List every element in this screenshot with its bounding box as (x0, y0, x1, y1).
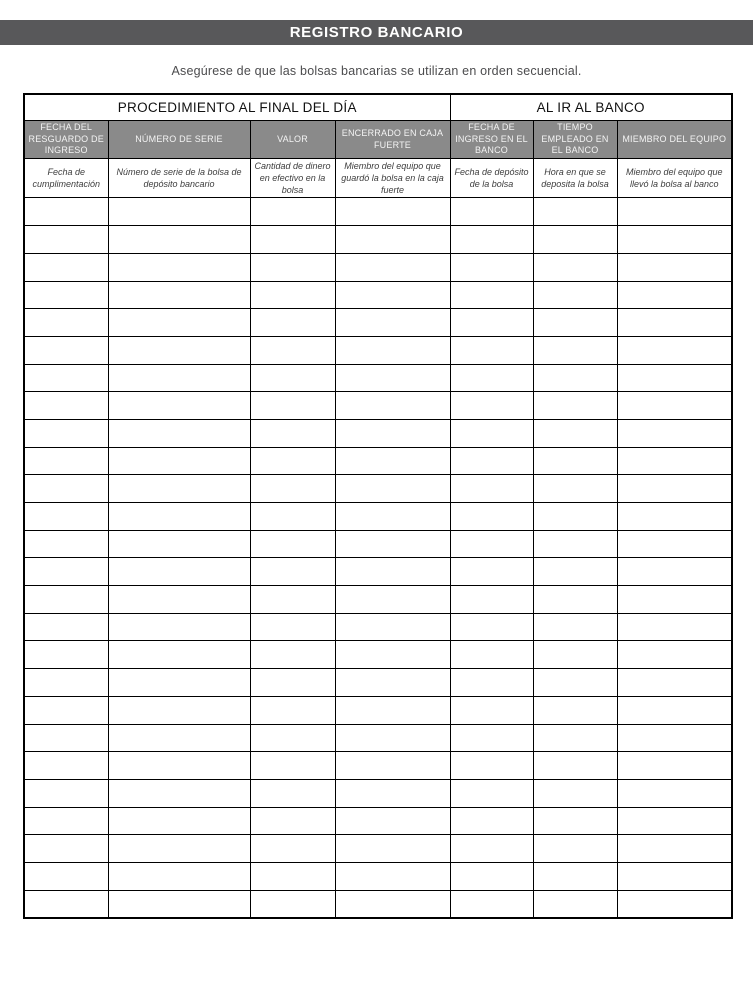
table-row (24, 807, 732, 835)
entry-cell (450, 641, 533, 669)
table-row (24, 641, 732, 669)
entry-cell (108, 586, 250, 614)
entry-cell (533, 724, 617, 752)
entry-cell (250, 309, 335, 337)
entry-cell (617, 862, 732, 890)
entry-cell (335, 447, 450, 475)
entry-cell (533, 503, 617, 531)
entry-cell (108, 862, 250, 890)
column-description-valor: Cantidad de dinero en efectivo en la bolsa (250, 159, 335, 198)
entry-cell (108, 475, 250, 503)
entry-cell (108, 226, 250, 254)
entry-cell (250, 752, 335, 780)
entry-cell (533, 669, 617, 697)
entry-cell (108, 503, 250, 531)
entry-cell (335, 364, 450, 392)
column-description-encerrado-caja: Miembro del equipo que guardó la bolsa en la caja fuerte (335, 159, 450, 198)
entry-cell (250, 779, 335, 807)
entry-cell (617, 447, 732, 475)
entry-cell (450, 364, 533, 392)
entry-cell (450, 890, 533, 918)
column-description-tiempo-banco: Hora en que se deposita la bolsa (533, 159, 617, 198)
column-header-row (24, 121, 732, 159)
column-description-fecha-ingreso-banco: Fecha de depósito de la bolsa (450, 159, 533, 198)
entry-cell (24, 696, 108, 724)
entry-cell (250, 807, 335, 835)
entry-cell (24, 392, 108, 420)
entry-cell (24, 779, 108, 807)
entry-cell (335, 641, 450, 669)
entry-cell (250, 696, 335, 724)
entry-cell (335, 503, 450, 531)
table-row (24, 281, 732, 309)
entry-cell (250, 586, 335, 614)
entry-cell (108, 392, 250, 420)
table-row (24, 475, 732, 503)
entry-cell (533, 419, 617, 447)
bank-register-table (23, 93, 733, 919)
entry-cell (250, 862, 335, 890)
entry-cell (108, 669, 250, 697)
entry-cell (335, 558, 450, 586)
entry-cell (24, 530, 108, 558)
table-row (24, 447, 732, 475)
entry-cell (24, 226, 108, 254)
entry-cell (335, 226, 450, 254)
entry-cell (617, 364, 732, 392)
entry-cell (450, 226, 533, 254)
entry-cell (108, 336, 250, 364)
table-row (24, 586, 732, 614)
entry-cell (24, 336, 108, 364)
entry-cell (335, 779, 450, 807)
entry-cell (533, 558, 617, 586)
group-header-going-to-bank: AL IR AL BANCO (450, 94, 732, 121)
entry-cell (24, 862, 108, 890)
entry-cell (617, 586, 732, 614)
entry-cell (450, 696, 533, 724)
entry-cell (24, 586, 108, 614)
table-row (24, 503, 732, 531)
column-header-tiempo-banco: TIEMPO EMPLEADO EN EL BANCO (533, 121, 617, 159)
entry-cell (450, 586, 533, 614)
entry-cell (24, 309, 108, 337)
table-container (23, 93, 731, 919)
entry-cell (533, 226, 617, 254)
entry-cell (450, 558, 533, 586)
entry-cell (617, 641, 732, 669)
entry-cell (335, 419, 450, 447)
entry-cell (335, 890, 450, 918)
group-header-end-of-day: PROCEDIMIENTO AL FINAL DEL DÍA (24, 94, 450, 121)
entry-cell (335, 281, 450, 309)
entry-cell (617, 253, 732, 281)
entry-cell (250, 613, 335, 641)
entry-cell (617, 890, 732, 918)
entry-cell (24, 253, 108, 281)
entry-cell (450, 281, 533, 309)
entry-cell (24, 558, 108, 586)
entry-cell (450, 752, 533, 780)
entry-cell (533, 862, 617, 890)
entry-cell (250, 475, 335, 503)
entry-cell (335, 586, 450, 614)
entry-cell (250, 419, 335, 447)
group-header-row (24, 94, 732, 121)
entry-cell (450, 835, 533, 863)
entry-cell (108, 779, 250, 807)
entry-cell (335, 835, 450, 863)
table-row (24, 336, 732, 364)
entry-cell (450, 807, 533, 835)
entry-cell (617, 669, 732, 697)
entry-cell (250, 253, 335, 281)
entry-cell (250, 530, 335, 558)
table-row (24, 862, 732, 890)
table-row (24, 779, 732, 807)
entry-cell (24, 724, 108, 752)
entry-cell (250, 226, 335, 254)
entry-cell (617, 281, 732, 309)
entry-cell (108, 835, 250, 863)
entry-cell (108, 558, 250, 586)
entry-cell (335, 696, 450, 724)
table-row (24, 419, 732, 447)
page-title: REGISTRO BANCARIO (289, 24, 464, 41)
entry-cell (250, 281, 335, 309)
entry-cell (533, 475, 617, 503)
entry-cell (617, 226, 732, 254)
entry-cell (24, 447, 108, 475)
entry-cell (533, 447, 617, 475)
entry-cell (24, 364, 108, 392)
entry-cell (335, 669, 450, 697)
entry-cell (335, 752, 450, 780)
entry-cell (533, 364, 617, 392)
entry-cell (108, 752, 250, 780)
entry-cell (250, 641, 335, 669)
entry-cell (533, 392, 617, 420)
entry-cell (335, 530, 450, 558)
entry-cell (108, 807, 250, 835)
entry-cell (533, 253, 617, 281)
entry-cell (450, 392, 533, 420)
entry-cell (450, 475, 533, 503)
entry-cell (250, 503, 335, 531)
entry-cell (533, 752, 617, 780)
entry-cell (108, 198, 250, 226)
entry-cell (533, 281, 617, 309)
table-row (24, 226, 732, 254)
entry-cell (335, 198, 450, 226)
entry-cell (533, 530, 617, 558)
table-row (24, 198, 732, 226)
entry-rows (24, 198, 732, 918)
entry-cell (24, 807, 108, 835)
entry-cell (250, 198, 335, 226)
entry-cell (335, 309, 450, 337)
table-row (24, 309, 732, 337)
column-header-valor: VALOR (250, 121, 335, 159)
entry-cell (335, 475, 450, 503)
entry-cell (108, 281, 250, 309)
entry-cell (335, 613, 450, 641)
entry-cell (450, 530, 533, 558)
entry-cell (24, 835, 108, 863)
title-bar (0, 20, 753, 45)
table-row (24, 364, 732, 392)
entry-cell (250, 336, 335, 364)
table-row (24, 392, 732, 420)
entry-cell (335, 336, 450, 364)
column-header-encerrado-caja: ENCERRADO EN CAJA FUERTE (335, 121, 450, 159)
entry-cell (617, 392, 732, 420)
entry-cell (617, 419, 732, 447)
entry-cell (450, 613, 533, 641)
entry-cell (108, 447, 250, 475)
column-description-numero-serie: Número de serie de la bolsa de depósito bancario (108, 159, 250, 198)
table-row (24, 558, 732, 586)
table-row (24, 613, 732, 641)
column-header-numero-serie: NÚMERO DE SERIE (108, 121, 250, 159)
entry-cell (617, 779, 732, 807)
entry-cell (108, 641, 250, 669)
entry-cell (250, 447, 335, 475)
entry-cell (617, 752, 732, 780)
entry-cell (250, 890, 335, 918)
entry-cell (450, 862, 533, 890)
entry-cell (533, 696, 617, 724)
entry-cell (108, 890, 250, 918)
entry-cell (108, 419, 250, 447)
entry-cell (250, 669, 335, 697)
entry-cell (24, 669, 108, 697)
entry-cell (250, 364, 335, 392)
entry-cell (335, 807, 450, 835)
table-row (24, 890, 732, 918)
entry-cell (533, 890, 617, 918)
instruction-text: Asegúrese de que las bolsas bancarias se utilizan en orden secuencial. (171, 64, 582, 78)
table-row (24, 530, 732, 558)
entry-cell (24, 475, 108, 503)
entry-cell (533, 336, 617, 364)
entry-cell (533, 309, 617, 337)
entry-cell (533, 807, 617, 835)
entry-cell (533, 198, 617, 226)
entry-cell (450, 419, 533, 447)
table-row (24, 724, 732, 752)
entry-cell (335, 862, 450, 890)
entry-cell (617, 696, 732, 724)
entry-cell (533, 613, 617, 641)
entry-cell (450, 336, 533, 364)
entry-cell (24, 613, 108, 641)
entry-cell (450, 669, 533, 697)
entry-cell (450, 253, 533, 281)
entry-cell (24, 419, 108, 447)
entry-cell (450, 724, 533, 752)
entry-cell (617, 807, 732, 835)
entry-cell (108, 724, 250, 752)
entry-cell (617, 558, 732, 586)
entry-cell (617, 724, 732, 752)
entry-cell (617, 835, 732, 863)
entry-cell (108, 530, 250, 558)
entry-cell (617, 503, 732, 531)
column-header-miembro-equipo: MIEMBRO DEL EQUIPO (617, 121, 732, 159)
entry-cell (617, 336, 732, 364)
column-description-fecha-resguardo: Fecha de cumplimentación (24, 159, 108, 198)
table-row (24, 752, 732, 780)
column-description-row (24, 159, 732, 198)
entry-cell (108, 613, 250, 641)
entry-cell (250, 835, 335, 863)
entry-cell (24, 503, 108, 531)
column-header-fecha-resguardo: FECHA DEL RESGUARDO DE INGRESO (24, 121, 108, 159)
entry-cell (108, 364, 250, 392)
entry-cell (617, 309, 732, 337)
entry-cell (24, 198, 108, 226)
entry-cell (335, 724, 450, 752)
entry-cell (617, 613, 732, 641)
entry-cell (533, 835, 617, 863)
table-row (24, 253, 732, 281)
entry-cell (108, 309, 250, 337)
entry-cell (108, 253, 250, 281)
entry-cell (24, 281, 108, 309)
entry-cell (450, 309, 533, 337)
entry-cell (533, 586, 617, 614)
entry-cell (24, 641, 108, 669)
entry-cell (450, 198, 533, 226)
table-row (24, 835, 732, 863)
entry-cell (450, 447, 533, 475)
entry-cell (250, 392, 335, 420)
entry-cell (617, 198, 732, 226)
table-row (24, 696, 732, 724)
entry-cell (450, 503, 533, 531)
entry-cell (335, 253, 450, 281)
entry-cell (108, 696, 250, 724)
entry-cell (250, 724, 335, 752)
entry-cell (250, 558, 335, 586)
column-header-fecha-ingreso-banco: FECHA DE INGRESO EN EL BANCO (450, 121, 533, 159)
table-row (24, 669, 732, 697)
entry-cell (450, 779, 533, 807)
entry-cell (335, 392, 450, 420)
entry-cell (617, 530, 732, 558)
entry-cell (533, 779, 617, 807)
entry-cell (24, 890, 108, 918)
column-description-miembro-equipo: Miembro del equipo que llevó la bolsa al banco (617, 159, 732, 198)
entry-cell (24, 752, 108, 780)
entry-cell (533, 641, 617, 669)
entry-cell (617, 475, 732, 503)
